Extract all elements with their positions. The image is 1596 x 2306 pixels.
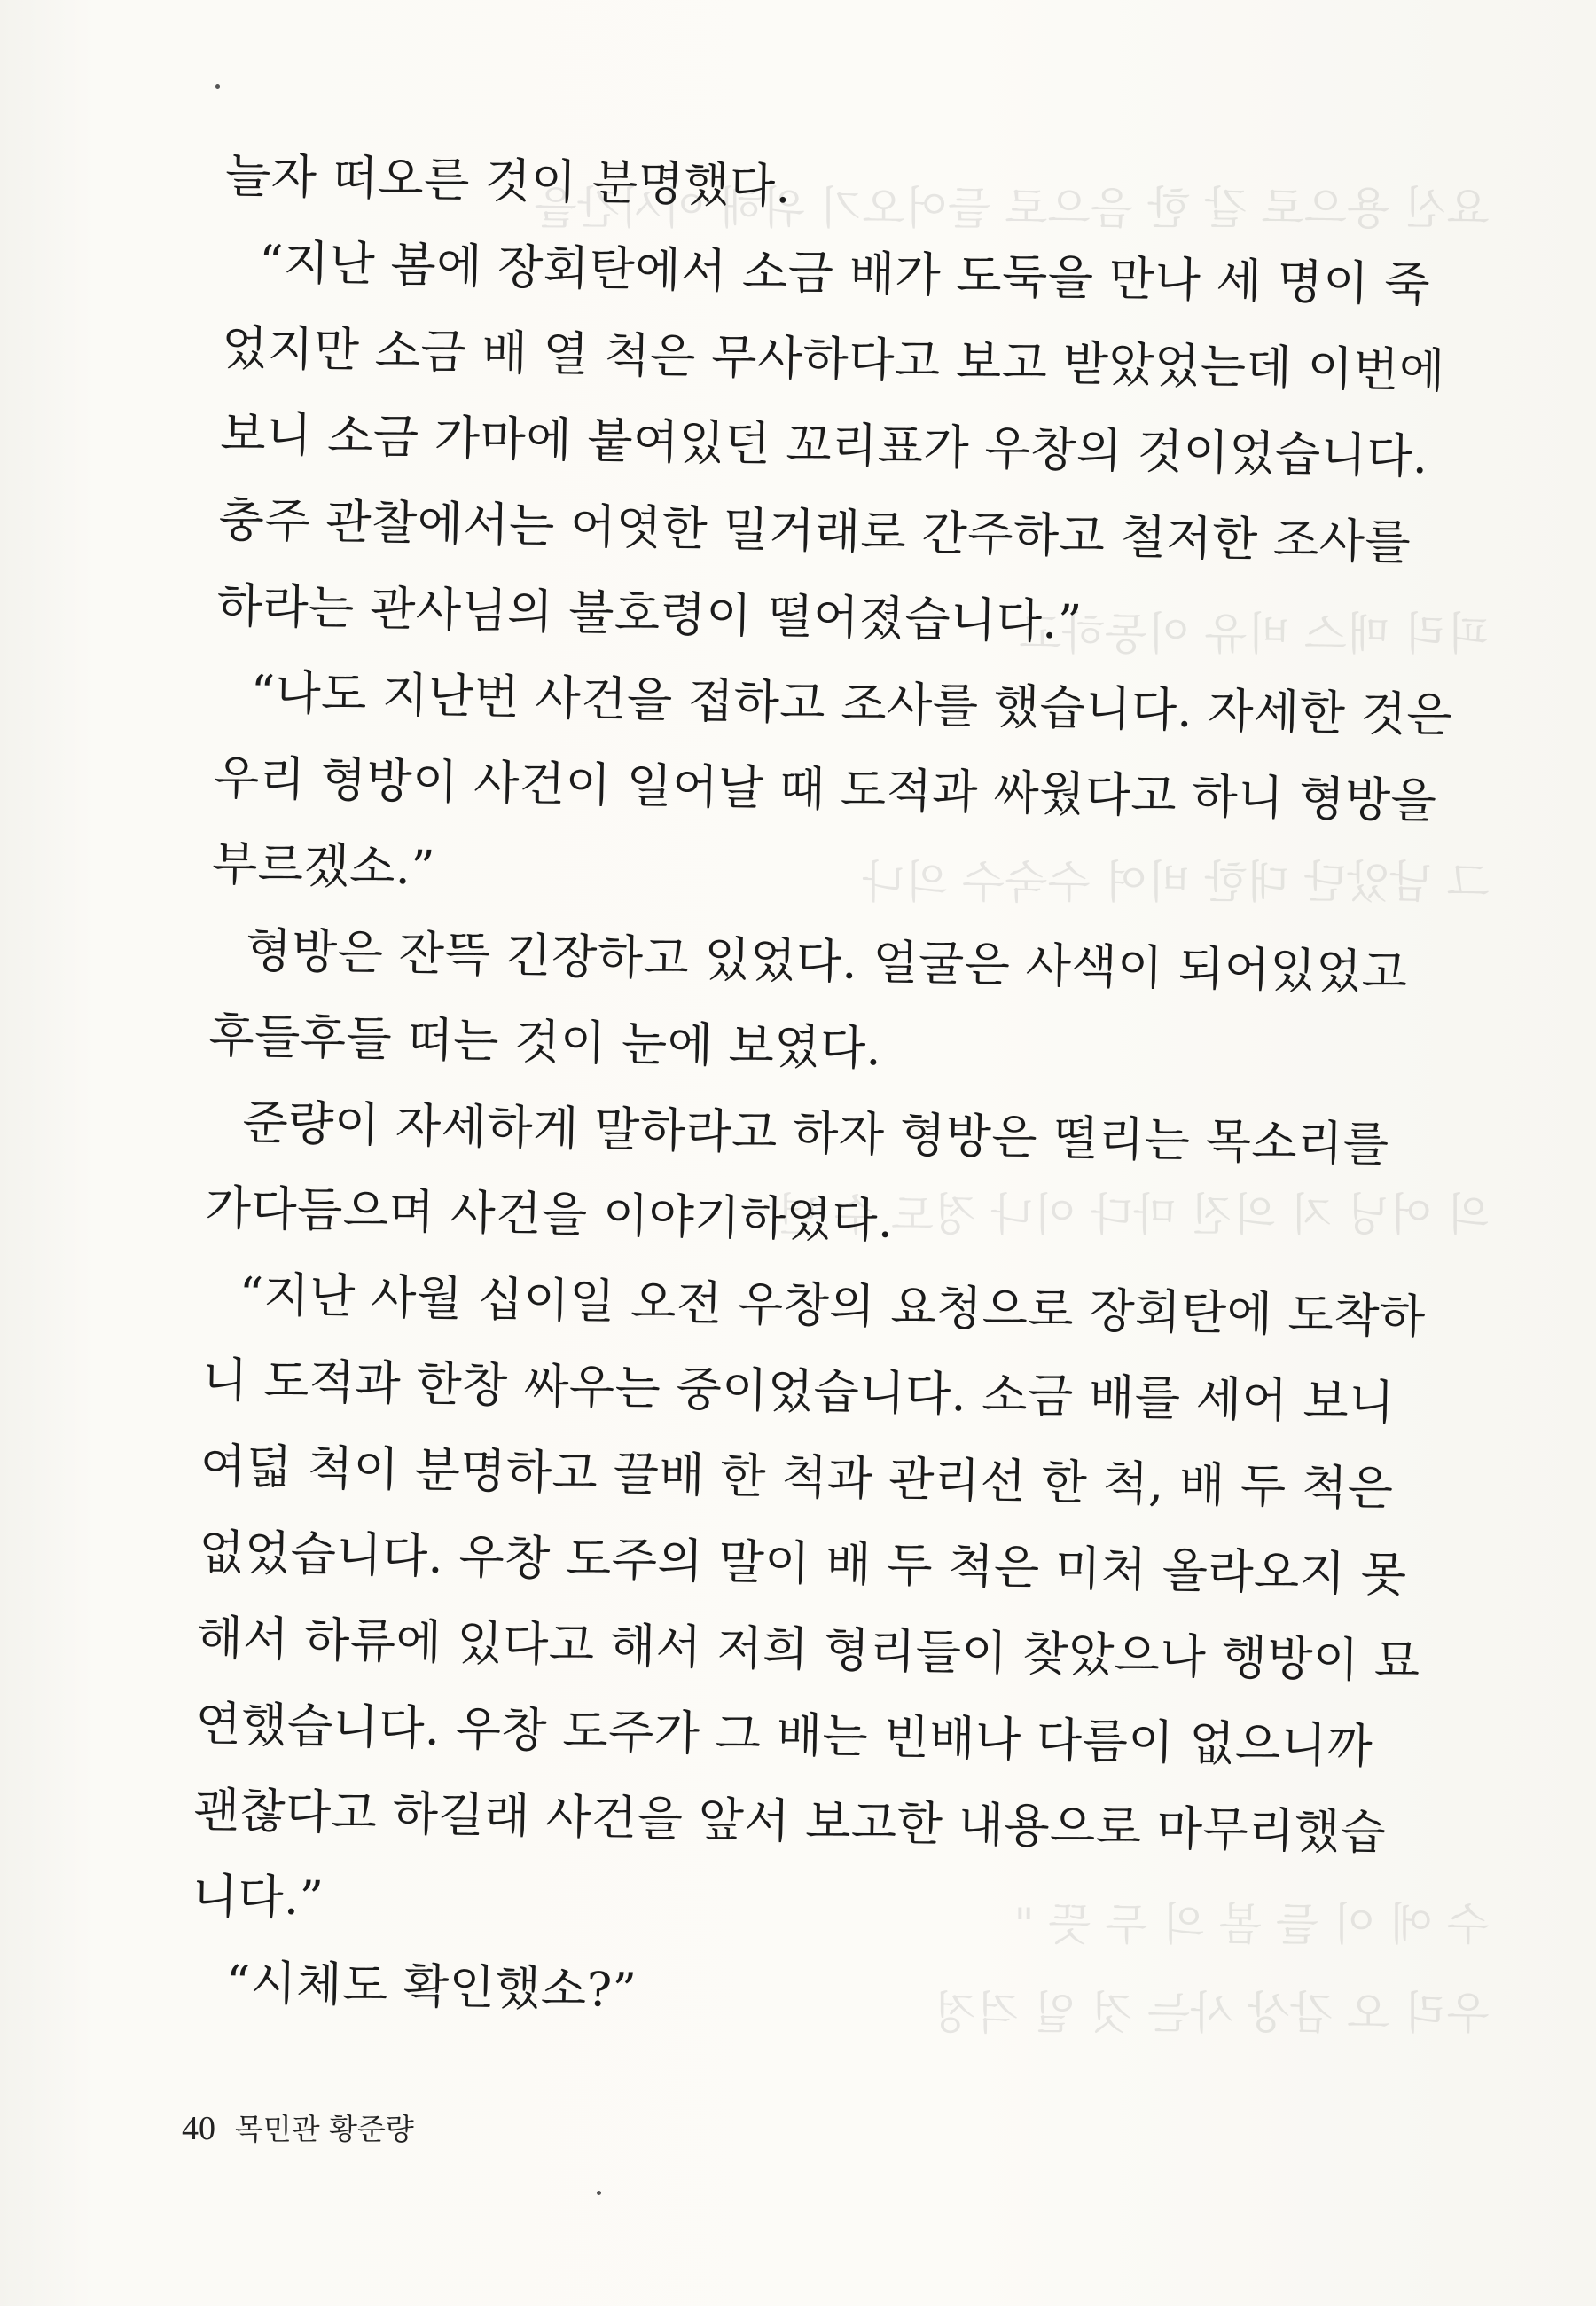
text-line: 괜찮다고 하길래 사건을 앞서 보고한 내용으로 마무리했습 xyxy=(193,1783,1387,1861)
text-line: 늘자 떠오른 것이 분명했다. xyxy=(224,148,792,215)
text-line: 었지만 소금 배 열 척은 무사하다고 보고 받았었는데 이번에 xyxy=(221,320,1446,399)
page-number: 40 xyxy=(182,2110,215,2147)
text-line: 후들후들 떠는 것이 눈에 보였다. xyxy=(207,1008,882,1077)
text-line: 니다.” xyxy=(192,1869,325,1926)
bleed-through-text: 피리 매스 비유 이동하고 xyxy=(1019,608,1490,660)
text-line: 보니 소금 가마에 붙여있던 꼬리표가 우창의 것이었습니다. xyxy=(219,406,1429,485)
text-line: “지난 사월 십이일 오전 우창의 요청으로 장회탄에 도착하 xyxy=(239,1267,1427,1345)
bleed-through-text: 우리 오 감상 사는 것 일 걱정 xyxy=(934,1988,1490,2039)
text-line: 충주 관찰에서는 어엿한 밀거래로 간주하고 철저한 조사를 xyxy=(218,492,1412,570)
text-line: 없었습니다. 우창 도주의 말이 배 두 척은 미처 올라오지 못 xyxy=(198,1525,1408,1603)
bleed-through-text: 수 에 이 들 봄 의 두 뜻 " xyxy=(1013,1899,1490,1950)
text-line: 준량이 자세하게 말하라고 하자 형방은 떨리는 목소리를 xyxy=(241,1095,1390,1173)
text-line: 우리 형방이 사건이 일어날 때 도적과 싸웠다고 하니 형방을 xyxy=(213,750,1437,829)
text-line: “나도 지난번 사건을 접하고 조사를 했습니다. 자세한 것은 xyxy=(250,665,1453,743)
text-line: 니 도적과 한창 싸우는 중이었습니다. 소금 배를 세어 보니 xyxy=(201,1353,1396,1431)
running-title: 목민관 황준량 xyxy=(235,2112,414,2146)
text-line: 여덟 척이 분명하고 끌배 한 척과 관리선 한 척, 배 두 척은 xyxy=(200,1439,1395,1517)
speck-mark xyxy=(215,84,220,89)
text-line: “시체도 확인했소?” xyxy=(225,1956,638,2019)
bleed-through-text: 의 어닝 지 의진 마다 이나 정도 수 년 xyxy=(777,1189,1490,1241)
bleed-through-text: 그 남았단 대한 비여 수숙수 의나 xyxy=(862,857,1490,908)
page-footer xyxy=(182,2106,414,2148)
text-line: 부르겠소.” xyxy=(211,836,436,896)
text-line: 연했습니다. 우창 도주가 그 배는 빈배나 다름이 없으니까 xyxy=(194,1697,1373,1775)
text-line: “지난 봄에 장회탄에서 소금 배가 도둑을 만나 세 명이 죽 xyxy=(258,235,1431,313)
text-line: 형방은 잔뜩 긴장하고 있었다. 얼굴은 사색이 되어있었고 xyxy=(245,923,1409,1000)
text-line: 가다듬으며 사건을 이야기하였다. xyxy=(205,1180,894,1249)
body-text xyxy=(190,133,1453,2049)
bleed-through-text: 요신 용으로 갈 한 음으로 들어오기 위해 이시간을 xyxy=(534,183,1490,234)
text-line: 하라는 관사님의 불호령이 떨어졌습니다.” xyxy=(216,578,1084,650)
text-line: 해서 하류에 있다고 해서 저희 형리들이 찾았으나 행방이 묘 xyxy=(196,1611,1421,1690)
speck-mark xyxy=(597,2191,601,2195)
